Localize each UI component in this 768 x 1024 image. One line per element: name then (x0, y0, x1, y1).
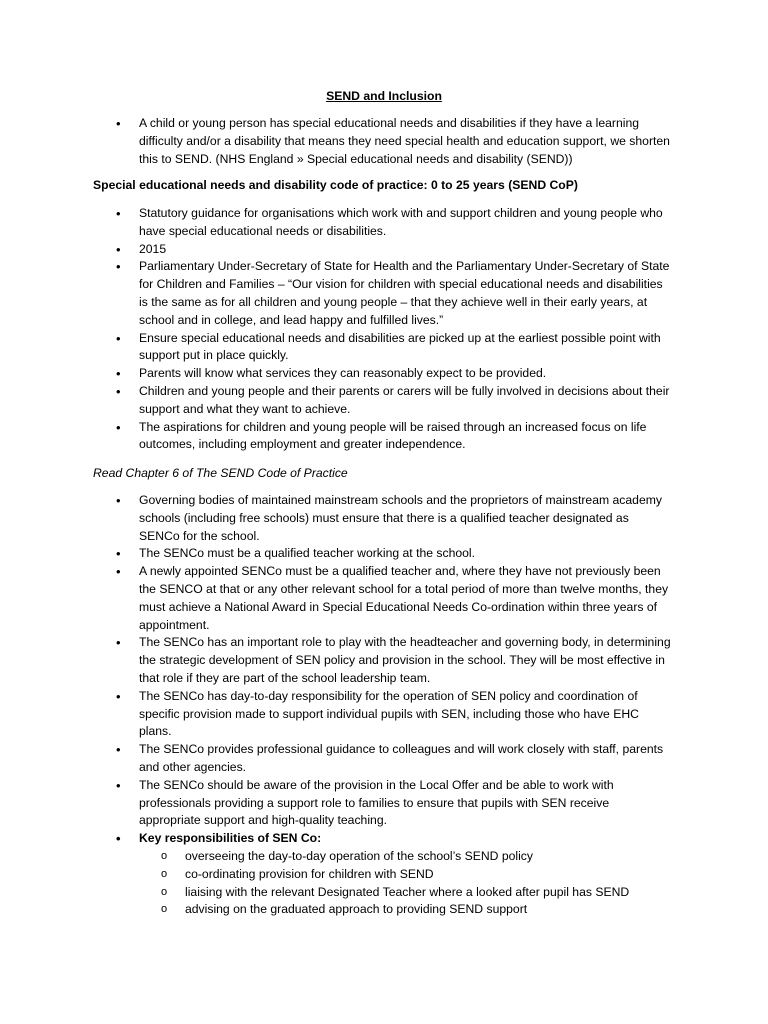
list-item: • Ensure special educational needs and disabilities are picked up at the earliest possible point with support put in place quickly. (0, 330, 671, 366)
list-item: • The SENCo should be aware of the provision in the Local Offer and be able to work with professionals providing a support role to families to ensure that pupils with SEN receive appropriate support and high-quality teaching. (0, 777, 671, 830)
list-item-key-responsibilities (0, 830, 671, 919)
list-item: • Parents will know what services they can reasonably expect to be provided. (0, 365, 671, 383)
list-item: • The SENCo has day-to-day responsibility for the operation of SEN policy and coordination of specific provision made to support individual pupils with SEN, including those who have EHC plans. (0, 688, 671, 741)
list-item: • A newly appointed SENCo must be a qualified teacher and, where they have not previously been the SENCO at that or any other relevant school for a total period of more than twelve months, they must achieve a National Award in Special Educational Needs Co-ordination within three years of appointment. (0, 563, 671, 634)
list-item: • A child or young person has special educational needs and disabilities if they have a learning difficulty and/or a disability that means they need special health and education support, we shorten this to SEND. (NHS England » Special educational needs and disability (SEND)) (0, 115, 671, 168)
list-item: • The SENCo must be a qualified teacher working at the school. (0, 545, 671, 563)
list-item: • Statutory guidance for organisations which work with and support children and young people who have special educational needs or disabilities. (0, 205, 671, 241)
sub-list-item: o overseeing the day-to-day operation of the school’s SEND policy (139, 848, 671, 866)
page-title: SEND and Inclusion (326, 89, 442, 103)
sub-list-item: o co-ordinating provision for children with SEND (139, 866, 671, 884)
section-heading-cop: Special educational needs and disability code of practice: 0 to 25 years (SEND CoP) (93, 178, 578, 192)
key-responsibilities-label: Key responsibilities of SEN Co: (139, 831, 322, 846)
cop-list (0, 205, 768, 454)
list-item: • The SENCo has an important role to play with the headteacher and governing body, in determining the strategic development of SEN policy and provision in the school. They will be most effective in that role if they are part of the school leadership team. (0, 634, 671, 687)
list-item: • Children and young people and their parents or carers will be fully involved in decisions about their support and what they want to achieve. (0, 383, 671, 419)
chapter-list (0, 492, 768, 919)
list-item: • The SENCo provides professional guidance to colleagues and will work closely with staff, parents and other agencies. (0, 741, 671, 777)
sub-list-item: o advising on the graduated approach to providing SEND support (139, 901, 671, 919)
list-item: • 2015 (0, 241, 671, 259)
sub-list-item: o liaising with the relevant Designated Teacher where a looked after pupil has SEND (139, 884, 671, 902)
intro-list (0, 115, 768, 168)
list-item: • The aspirations for children and young people will be raised through an increased focus on life outcomes, including employment and greater independence. (0, 419, 671, 455)
key-responsibilities-list (139, 848, 671, 919)
list-item: • Parliamentary Under-Secretary of State for Health and the Parliamentary Under-Secretary of State for Children and Families – “Our vision for children with special educational needs and disabilities is the same as for all children and young people – that they achieve well in their early years, at school and in college, and lead happy and fulfilled lives.” (0, 258, 671, 329)
list-item: • Governing bodies of maintained mainstream schools and the proprietors of mainstream academy schools (including free schools) must ensure that there is a qualified teacher designated as SENCo for the school. (0, 492, 671, 545)
section-heading-chapter: Read Chapter 6 of The SEND Code of Practice (93, 466, 348, 480)
